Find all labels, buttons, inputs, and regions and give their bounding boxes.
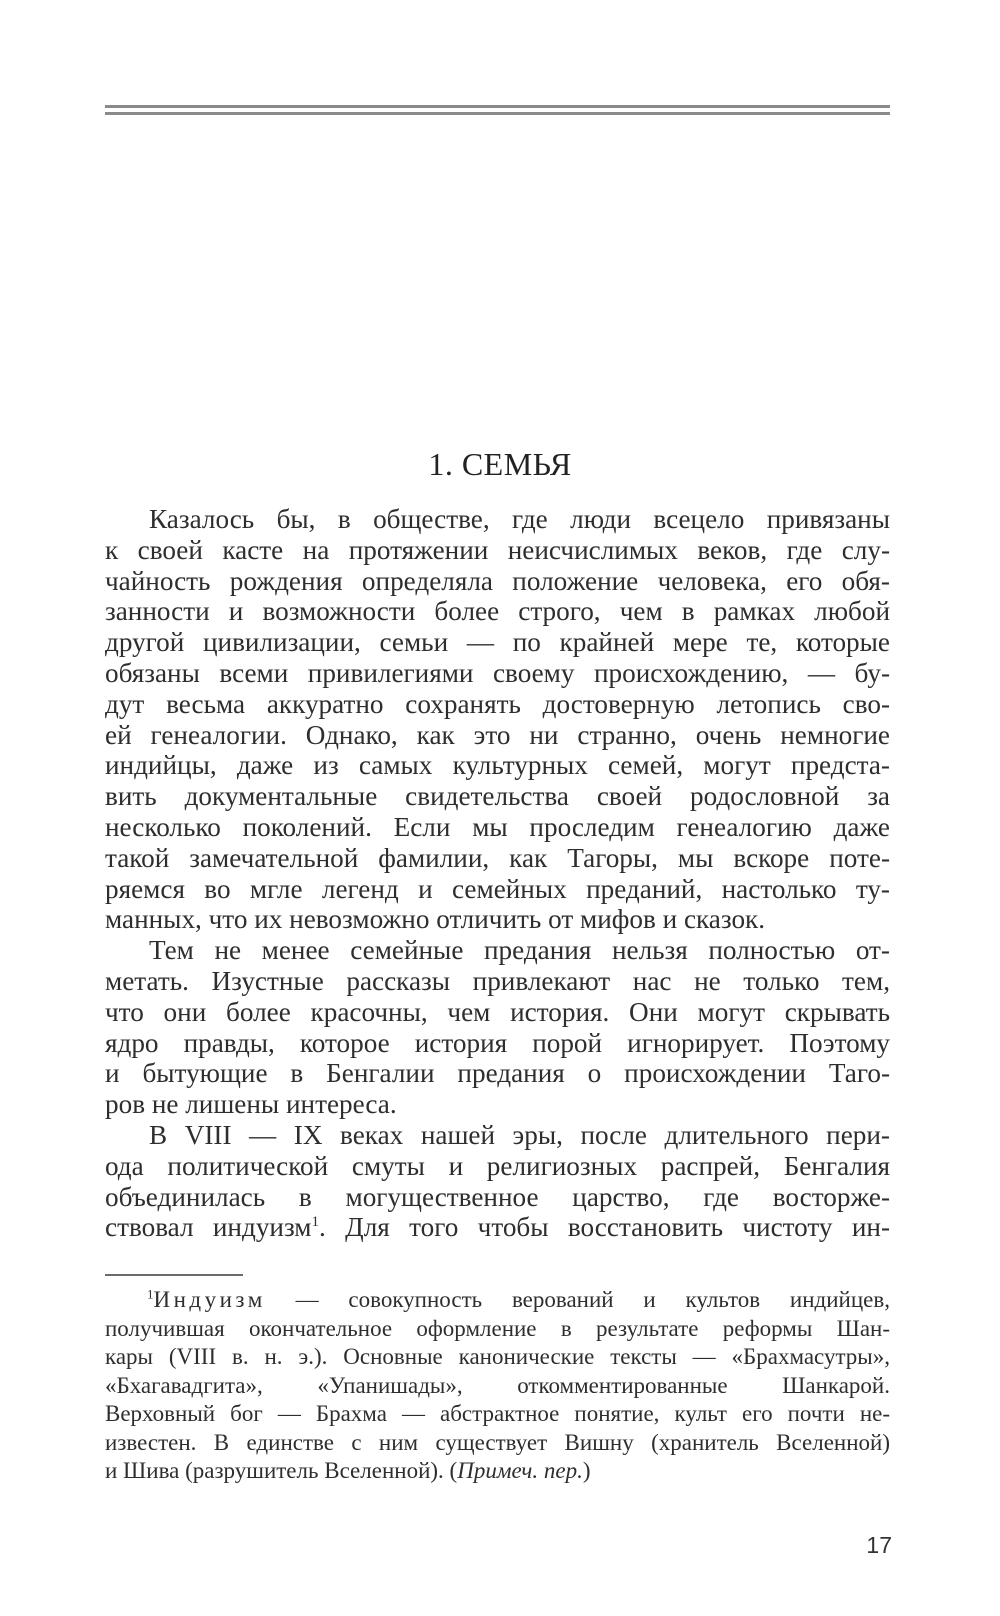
text-line: и бытующие в Бенгалии предания о происхождении Таго- (105, 1058, 890, 1089)
text-line: Казалось бы, в обществе, где люди всецело привязаны (149, 504, 890, 534)
page-number: 17 (866, 1532, 892, 1558)
text-line: другой цивилизации, семьи — по крайней мере те, которые (105, 627, 890, 658)
footnote-separator (105, 1274, 243, 1276)
text-line: объединилась в могущественное царство, где восторже- (105, 1181, 890, 1212)
footnote-line (105, 1286, 890, 1315)
text-line: дут весьма аккуратно сохранять достоверную летопись сво- (105, 688, 890, 719)
footnote-fragment: ) (582, 1458, 591, 1483)
footnote-reference[interactable]: 1 (311, 1214, 320, 1231)
text-line: несколько поколений. Если мы проследим генеалогию даже (105, 811, 890, 842)
footnote-line: Верховный бог — Брахма — абстрактное понятие, культ его почти не- (105, 1401, 890, 1426)
text-line-with-note (105, 1212, 890, 1243)
footnote-line: известен. В единстве с ним существует Вишну (хранитель Вселенной) (105, 1429, 890, 1455)
text-line: чайность рождения определяла положение человека, его обя- (105, 565, 890, 596)
text-line: вить документальные свидетельства своей родословной за (105, 781, 890, 812)
text-line: манных, что их невозможно отличить от мифов и сказок. (105, 904, 766, 935)
text-line: метать. Изустные рассказы привлекают нас не только тем, (105, 965, 890, 996)
text-line: ей генеалогии. Однако, как это ни странно, очень немногие (105, 719, 890, 750)
text-line: ядро правды, которое история порой игнорирует. Поэтому (105, 1027, 890, 1058)
footnote-line: кары (VIII в. н. э.). Основные канонические тексты — «Брахмасутры», (105, 1344, 890, 1369)
translator-note: Примеч. пер. (457, 1458, 583, 1483)
text-line: индийцы, даже из самых культурных семей, могут предста- (105, 750, 890, 781)
footnote-line: получившая окончательное оформление в результате реформы Шан- (105, 1315, 890, 1341)
text-fragment: ствовал индуизм (105, 1212, 312, 1243)
footnote-marker: 1 (147, 1286, 154, 1302)
footnote-fragment: — совокупность верований и культов индийцев, (265, 1287, 890, 1312)
text-line: к своей касте на протяжении неисчислимых веков, где слу- (105, 534, 890, 565)
text-line: что они более красочны, чем история. Они могут скрывать (105, 996, 890, 1027)
text-line: ров не лишены интереса. (105, 1089, 397, 1120)
header-rule-bottom (105, 112, 890, 115)
footnote-line (105, 1457, 890, 1486)
text-line: ряемся во мгле легенд и семейных преданий, настолько ту- (105, 873, 890, 904)
footnote-line: «Бхагавадгита», «Упанишады», откомментированные Шанкарой. (105, 1372, 890, 1398)
header-rule-top (105, 105, 890, 108)
text-line: В VIII — IX веках нашей эры, после длительного пери- (149, 1119, 890, 1150)
chapter-title: 1. СЕМЬЯ (428, 446, 572, 482)
text-line: ода политической смуты и религиозных распрей, Бенгалия (105, 1150, 890, 1181)
footnote-term: Индуизм (153, 1287, 266, 1312)
text-line: занности и возможности более строго, чем в рамках любой (105, 596, 890, 627)
text-line: такой замечательной фамилии, как Тагоры, мы вскоре поте- (105, 842, 890, 873)
text-fragment: . Для того чтобы восстановить чистоту ин- (319, 1212, 891, 1243)
body-text (105, 504, 890, 1243)
text-line: обязаны всеми привилегиями своему происхождению, — бу- (105, 657, 890, 688)
footnote (105, 1286, 890, 1486)
footnote-fragment: и Шива (разрушитель Вселенной). ( (105, 1458, 458, 1483)
text-line: Тем не менее семейные предания нельзя полностью от- (149, 935, 890, 966)
